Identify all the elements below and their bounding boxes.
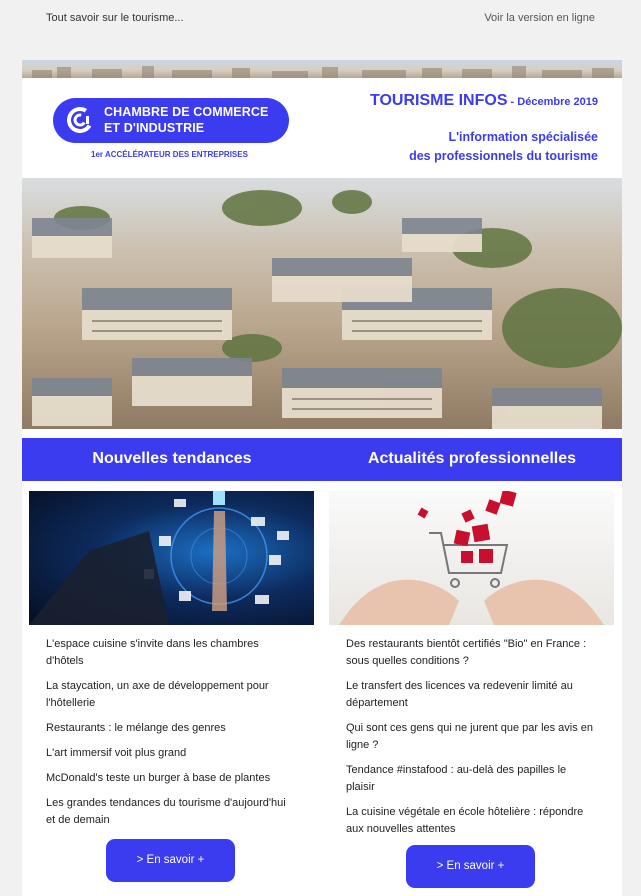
- header: [22, 78, 622, 178]
- skyline-banner: [22, 60, 622, 78]
- section-headings: [22, 438, 622, 481]
- article-link[interactable]: Restaurants : le mélange des genres: [46, 722, 226, 734]
- subtitle-line2: des professionnels du tourisme: [409, 149, 598, 163]
- title-text: TOURISME INFOS: [370, 92, 508, 109]
- shopping-cart-hands-image[interactable]: [329, 491, 614, 625]
- article-link[interactable]: Tendance #instafood : au-delà des papilles le plaisir: [346, 764, 567, 793]
- article-link[interactable]: Le transfert des licences va redevenir limité au département: [346, 680, 573, 709]
- article-link[interactable]: L'espace cuisine s'invite dans les chambres d'hôtels: [46, 638, 259, 667]
- article-link[interactable]: McDonald's teste un burger à base de plantes: [46, 772, 271, 784]
- newsletter-title: [370, 92, 598, 110]
- read-more-news-button[interactable]: > En savoir +: [406, 845, 535, 888]
- logo-tagline: 1er ACCÉLÉRATEUR DES ENTREPRISES: [91, 150, 248, 159]
- view-online-link[interactable]: Voir la version en ligne: [484, 12, 595, 24]
- newsletter-subtitle: [409, 128, 598, 166]
- cci-logo[interactable]: [53, 98, 289, 143]
- heading-new-trends: Nouvelles tendances: [92, 450, 252, 467]
- trends-article-list: [46, 636, 296, 837]
- cci-logo-icon: [67, 107, 93, 133]
- issue-date: - Décembre 2019: [507, 96, 598, 108]
- city-aerial-photo: [22, 178, 622, 429]
- read-more-trends-button[interactable]: > En savoir +: [106, 839, 235, 882]
- heading-professional-news: Actualités professionnelles: [367, 450, 577, 467]
- preheader: [0, 0, 641, 38]
- newsletter: [22, 60, 622, 896]
- tech-network-image[interactable]: [29, 491, 314, 625]
- article-link[interactable]: La cuisine végétale en école hôtelière : répondre aux nouvelles attentes: [346, 806, 584, 835]
- article-link[interactable]: Qui sont ces gens qui ne jurent que par les avis en ligne ?: [346, 722, 594, 751]
- article-link[interactable]: L'art immersif voit plus grand: [46, 747, 187, 759]
- professional-news-article-list: [346, 636, 596, 846]
- article-link[interactable]: Des restaurants bientôt certifiés "Bio" en France : sous quelles conditions ?: [346, 638, 587, 667]
- logo-text-line1: CHAMBRE DE COMMERCE: [104, 105, 269, 119]
- preheader-text: Tout savoir sur le tourisme...: [46, 12, 184, 24]
- article-link[interactable]: La staycation, un axe de développement pour l'hôtellerie: [46, 680, 269, 709]
- logo-text-line2: ET D'INDUSTRIE: [104, 121, 205, 135]
- article-link[interactable]: Les grandes tendances du tourisme d'aujourd'hui et de demain: [46, 797, 286, 826]
- subtitle-line1: L'information spécialisée: [448, 130, 598, 144]
